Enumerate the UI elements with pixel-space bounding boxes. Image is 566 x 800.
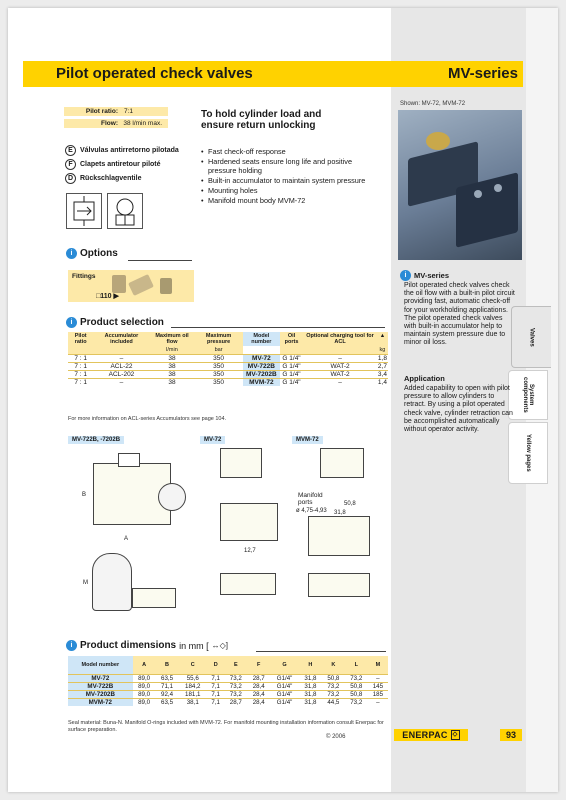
language-item: F Clapets antiretour piloté (65, 159, 161, 170)
feature-item: • Hardened seats ensure long life and positive pressure holding (201, 158, 381, 175)
dimensions-heading: i Product dimensions in mm [ ↔◇] (66, 640, 228, 651)
feature-list (201, 148, 381, 207)
drawing-label: MVM-72 (292, 436, 323, 444)
fittings-box: Fittings □110 ▶ (68, 270, 194, 302)
tab-valves[interactable]: Valves (511, 306, 551, 368)
divider (256, 651, 386, 652)
info-icon: i (66, 640, 77, 651)
table-row: MV-7202B 89,0 92,4 181,1 7,1 73,2 28,4 G1/4" 31,8 73,2 50,8 185 (68, 690, 388, 698)
divider (171, 327, 385, 328)
tab-system-components[interactable]: System components (508, 370, 548, 420)
product-selection-table: Pilot ratio Accumulator included Maximum oil flow Maximum pressure Model number Oil ports Optional charging tool for ACL ▲ l/min bar kg 7 : 1 – 38 350 MV-72 G 1/4" – 1,8 7 : 1 ACL-22 38 350 MV-722B G 1/4" WAT-2 2,7 7 : 1 ACL-202 38 350 MV-7202B G 1/4" WAT-2 3,4 7 : 1 – 38 350 MVM-72 G 1/4" – 1,4 (68, 332, 388, 386)
units-row: l/min bar kg (68, 346, 388, 354)
dimensions-note: Seal material: Buna-N. Manifold O-rings included with MVM-72. For manifold mounting installation information consult Enerpac for surface preparation. (68, 720, 384, 733)
drawing-label: MV-72 (200, 436, 225, 444)
table-row: 7 : 1 ACL-202 38 350 MV-7202B G 1/4" WAT-2 3,4 (68, 370, 388, 378)
selection-heading: i Product selection (66, 317, 164, 328)
accumulator-symbol-icon (107, 193, 143, 229)
fitting-image (128, 274, 154, 296)
inch-icon: ↔◇] (211, 641, 229, 650)
language-item: D Rückschlagventile (65, 173, 141, 184)
info-icon: i (66, 248, 77, 259)
tab-yellow-pages[interactable]: Yellow pages (508, 422, 548, 484)
page-reference[interactable]: □110 ▶ (96, 293, 119, 300)
table-row: MV-722B 89,0 71,1 184,2 7,1 73,2 28,4 G1/4" 31,8 73,2 50,8 145 (68, 682, 388, 690)
feature-item: • Manifold mount body MVM-72 (201, 197, 381, 206)
spec-row: Pilot ratio: 7:1 (64, 107, 168, 116)
language-item: E Válvulas antirretorno pilotada (65, 145, 179, 156)
copyright: © 2006 (326, 734, 346, 740)
logo-mark-icon: ⬦ (452, 731, 458, 738)
photo-caption: Shown: MV-72, MVM-72 (400, 101, 466, 107)
options-heading: i Options (66, 248, 118, 259)
series-description: Pilot operated check valves check the oil flow with a built-in pilot circuit providing fast, automatic check-off for your workholding applications. The pilot operated check valves with built-in accumulator help to maintain system pressure due to minor oil loss. (404, 282, 515, 347)
tagline: To hold cylinder load and ensure return unlocking (201, 109, 322, 131)
mv-series-heading: i MV-series (400, 270, 449, 281)
enerpac-logo: ENERPAC ⬦ (394, 729, 468, 741)
divider (128, 260, 192, 261)
catalog-page: Valves System components Yellow pages Pilot operated check valves MV-series Pilot ratio: 7:1 Flow: 38 l/min max. To hold cylinder load and ensure return unlocking E Válvulas antirretorno pilotada F Clapets antiretour piloté D Rückschlagventile • Fast check-off response • Hardened seats ensure long life and positive pressure holding • Built-in accumulator to maintain system pressure • Mounting holes • Manifold mount body MVM-72 i Options Fittings □110 ▶ i Product selection Pilot ratio Accumulator included Maximum oil flow Maximum pressure Model number Oil ports Optional charging tool for ACL ▲ l/min bar kg 7 : 1 – 38 350 MV-72 G 1/4" – 1,8 7 : 1 ACL-22 38 350 MV-722B G 1/4" WAT-2 2,7 7 : 1 ACL-202 38 350 MV-7202B G 1/4" WAT-2 3,4 7 : 1 – 38 350 MVM-72 G 1/4" – 1,4 For more information on ACL-series Accumulators see page 104. MV-722B, -7202B MV-72 MVM-72 A B M 12,7 Manifold ports ø 4,75-4,93 50,8 31,8 i Product dimensions in mm [ ↔◇] Model number A B C D E F G H K L M MV-72 89,0 63,5 55,6 7,1 73,2 28,7 G1/4" 31,8 50,8 73,2 – MV-722B 89,0 71,1 184,2 7,1 73,2 28,4 G1/4" 31,8 73,2 50,8 145 MV-7202B 89,0 92,4 181,1 7,1 73,2 28,4 G1/4" 31,8 73,2 50,8 185 MVM-72 89,0 63,5 38,1 7,1 28,7 28,4 G1/4" 31,8 44,5 73,2 – Seal material: Buna-N. Manifold O-rings included with MVM-72. For manifold mounting installation information consult Enerpac for surface preparation. © 2006 Shown: MV-72, MVM-72 i MV-series Pilot operated check valves check the oil flow with a built-in pilot circuit providing fast, automatic check-off for your workholding applications. The pilot operated check valves with built-in accumulator help to maintain system pressure due to minor oil loss. Application Added capability to open with pilot pressure to allow cylinders to retract. By using a pilot operated check valve, cylinder retraction can be accomplished automatically without operator activity. ENERPAC ⬦ 93 (8, 8, 558, 792)
table-row: 7 : 1 ACL-22 38 350 MV-722B G 1/4" WAT-2 2,7 (68, 362, 388, 370)
table-row: MVM-72 89,0 63,5 38,1 7,1 28,7 28,4 G1/4" 31,8 44,5 73,2 – (68, 698, 388, 706)
product-photo (398, 110, 522, 260)
hydraulic-symbol-icon (66, 193, 102, 229)
weight-icon: ▲ (377, 332, 388, 346)
feature-item: • Mounting holes (201, 187, 381, 196)
product-dimensions-table: Model number A B C D E F G H K L M MV-72 89,0 63,5 55,6 7,1 73,2 28,7 G1/4" 31,8 50,8 73,2 – MV-722B 89,0 71,1 184,2 7,1 73,2 28,4 G1/4" 31,8 73,2 50,8 145 MV-7202B 89,0 92,4 181,1 7,1 73,2 28,4 G1/4" 31,8 73,2 50,8 185 MVM-72 89,0 63,5 38,1 7,1 28,7 28,4 G1/4" 31,8 44,5 73,2 – (68, 656, 388, 706)
spec-row: Flow: 38 l/min max. (64, 119, 168, 128)
info-icon: i (400, 270, 411, 281)
feature-item: • Fast check-off response (201, 148, 381, 157)
page-number: 93 (500, 729, 522, 741)
application-heading: Application (404, 374, 445, 383)
selection-note: For more information on ACL-series Accumulators see page 104. (68, 416, 227, 422)
series-title: MV-series (447, 65, 518, 82)
table-row: MV-72 89,0 63,5 55,6 7,1 73,2 28,7 G1/4" 31,8 50,8 73,2 – (68, 674, 388, 682)
info-icon: i (66, 317, 77, 328)
spec-box (64, 107, 168, 131)
page-title: Pilot operated check valves (56, 65, 253, 82)
drawing-label: MV-722B, -7202B (68, 436, 124, 444)
fitting-image (160, 278, 172, 294)
application-description: Added capability to open with pilot pressure to allow cylinders to retract. By using a pilot operated check valve, cylinder retraction can be accomplished automatically without operator activity. (404, 385, 513, 434)
fitting-image (112, 275, 126, 293)
table-row: 7 : 1 – 38 350 MVM-72 G 1/4" – 1,4 (68, 378, 388, 386)
feature-item: • Built-in accumulator to maintain system pressure (201, 177, 381, 186)
table-row: 7 : 1 – 38 350 MV-72 G 1/4" – 1,8 (68, 354, 388, 362)
